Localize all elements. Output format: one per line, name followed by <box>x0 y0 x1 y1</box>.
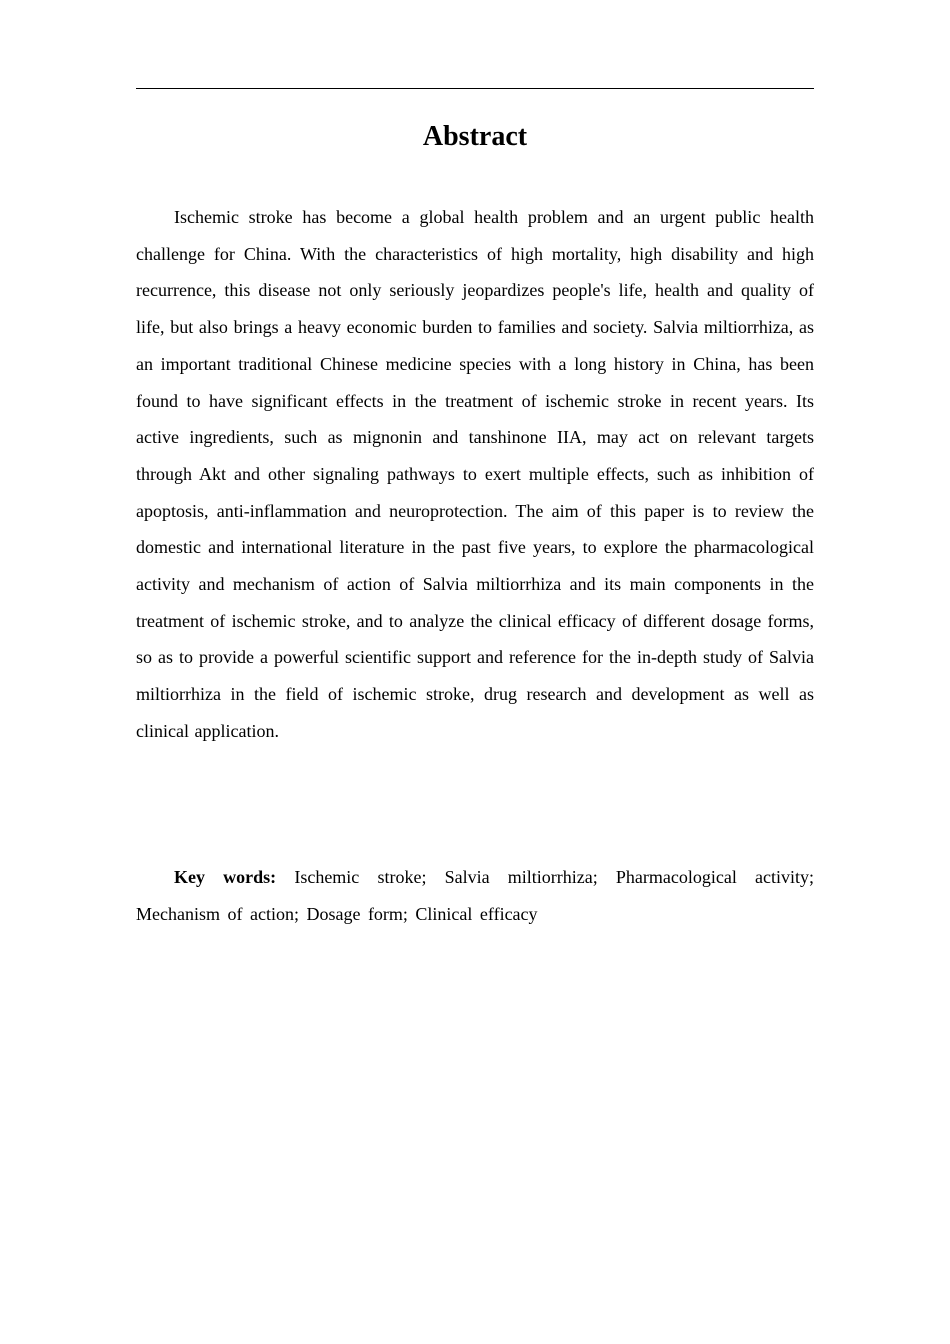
page-title: Abstract <box>422 121 528 152</box>
keywords-paragraph <box>136 859 814 932</box>
keywords-list: Ischemic stroke; Salvia miltiorrhiza; Pharmacological activity; Mechanism of action; Dosage form; Clinical efficacy <box>136 867 814 924</box>
keywords-label: Key words: <box>174 867 277 887</box>
abstract-paragraph: Ischemic stroke has become a global health problem and an urgent public health challenge for China. With the characteristics of high mortality, high disability and high recurrence, this disease not only seriously jeopardizes people's life, health and quality of life, but also brings a heavy economic burden to families and society. Salvia miltiorrhiza, as an important traditional Chinese medicine species with a long history in China, has been found to have significant effects in the treatment of ischemic stroke in recent years. Its active ingredients, such as mignonin and tanshinone IIA, may act on relevant targets through Akt and other signaling pathways to exert multiple effects, such as inhibition of apoptosis, anti-inflammation and neuroprotection. The aim of this paper is to review the domestic and international literature in the past five years, to explore the pharmacological activity and mechanism of action of Salvia miltiorrhiza and its main components in the treatment of ischemic stroke, and to analyze the clinical efficacy of different dosage forms, so as to provide a powerful scientific support and reference for the in-depth study of Salvia miltiorrhiza in the field of ischemic stroke, drug research and development as well as clinical application. <box>136 207 814 741</box>
header-rule <box>136 88 814 89</box>
